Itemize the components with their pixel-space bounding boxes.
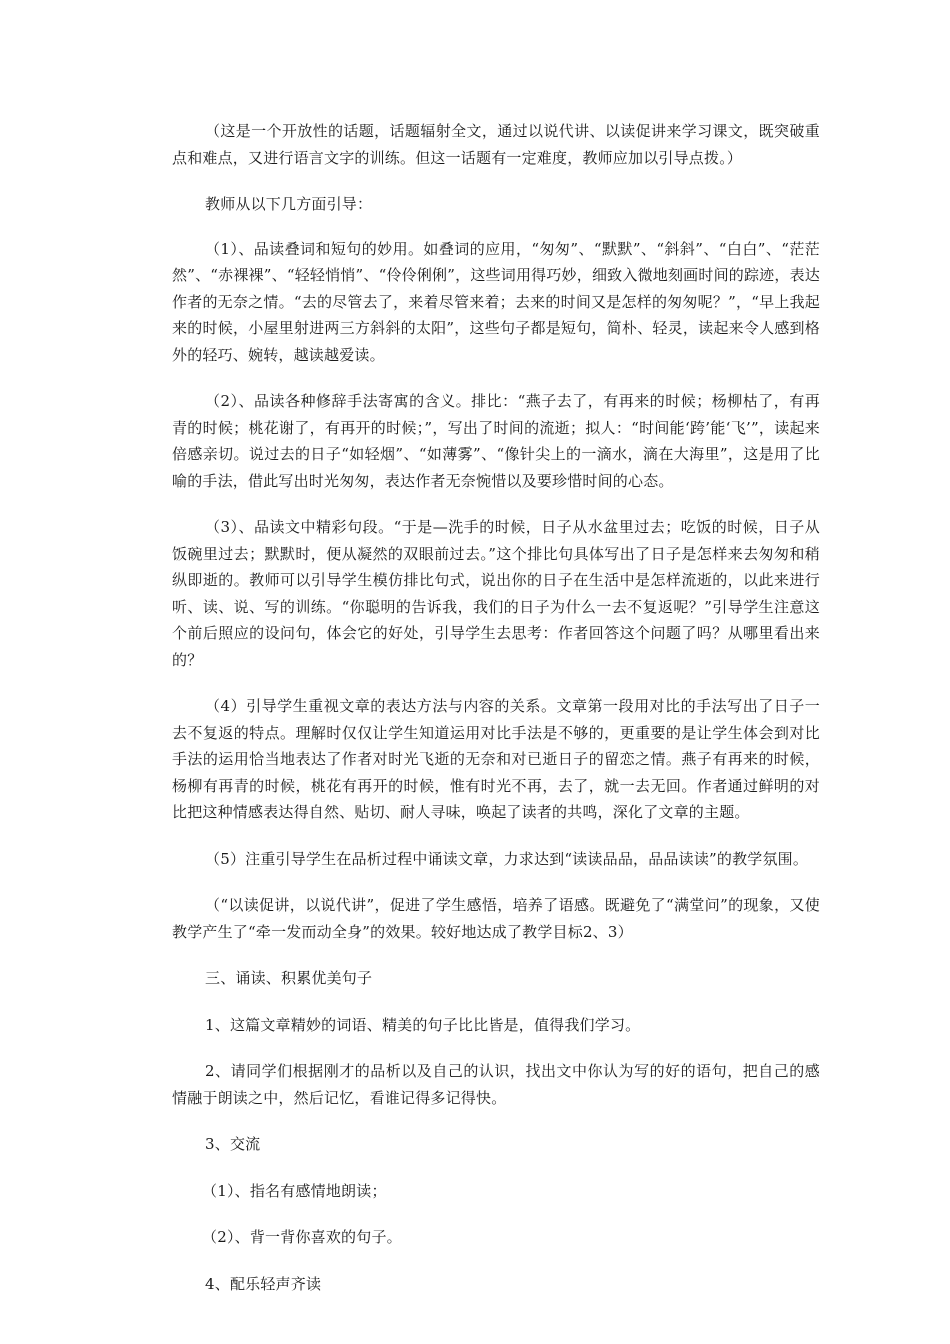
paragraph-point-3: （3）、品读文中精彩句段。“于是—洗手的时候，日子从水盆里过去；吃饭的时候，日子从饭碗里过去；默默时，便从凝然的双眼前过去。”这个排比句具体写出了日子是怎样来去匆匆和稍纵即逝的。教师可以引导学生模仿排比句式，说出你的日子在生活中是怎样流逝的，以此来进行听、读、说、写的训练。“你聪明的告诉我，我们的日子为什么一去不复返呢？”引导学生注意这个前后照应的设问句，体会它的好处，引导学生去思考：作者回答这个问题了吗？从哪里看出来的？ bbox=[172, 518, 820, 669]
paragraph-point-2: （2）、品读各种修辞手法寄寓的含义。排比：“燕子去了，有再来的时候；杨柳枯了，有再青的时候；桃花谢了，有再开的时候；”，写出了时间的流逝；拟人：“时间能‘跨’能‘飞’”，读起来倍感亲切。说过去的日子“如轻烟”、“如薄雾”、“像针尖上的一滴水，滴在大海里”，这是用了比喻的手法，借此写出时光匆匆，表达作者无奈惋惜以及要珍惜时间的心态。 bbox=[172, 392, 820, 490]
list-item-1: 1、这篇文章精妙的词语、精美的句子比比皆是，值得我们学习。 bbox=[205, 1015, 641, 1034]
section-heading-3: 三、诵读、积累优美句子 bbox=[205, 969, 373, 987]
list-item-3: 3、交流 bbox=[205, 1135, 261, 1153]
paragraph-guide-heading: 教师从以下几方面引导： bbox=[205, 195, 373, 213]
paragraph-point-4: （4）引导学生重视文章的表达方法与内容的关系。文章第一段用对比的手法写出了日子一去不复返的特点。理解时仅仅让学生知道运用对比手法是不够的，更重要的是让学生体会到对比手法的运用恰当地表达了作者对时光飞逝的无奈和对已逝日子的留恋之情。燕子有再来的时候，杨柳有再青的时候，桃花有再开的时候，惟有时光不再，去了，就一去无回。作者通过鲜明的对比把这种情感表达得自然、贴切、耐人寻味，唤起了读者的共鸣，深化了文章的主题。 bbox=[172, 697, 820, 821]
paragraph-point-5: （5）注重引导学生在品析过程中诵读文章，力求达到“读读品品，品品读读”的教学氛围。 bbox=[205, 849, 809, 868]
sub-item-2: （2）、背一背你喜欢的句子。 bbox=[202, 1228, 402, 1246]
paragraph-point-1: （1）、品读叠词和短句的妙用。如叠词的应用，“匆匆”、“默默”、“斜斜”、“白白”、“茫茫然”、“赤裸裸”、“轻轻悄悄”、“伶伶俐俐”，这些词用得巧妙，细致入微地刻画时间的踪迹，表达作者的无奈之情。“去的尽管去了，来着尽管来着；去来的时间又是怎样的匆匆呢？”，“早上我起来的时候，小屋里射进两三方斜斜的太阳”，这些句子都是短句，简朴、轻灵，读起来令人感到格外的轻巧、婉转，越读越爱读。 bbox=[172, 239, 820, 364]
list-item-4: 4、配乐轻声齐读 bbox=[205, 1274, 322, 1293]
paragraph-intro-note: （这是一个开放性的话题，话题辐射全文，通过以说代讲、以读促讲来学习课文，既突破重点和难点，又进行语言文字的训练。但这一话题有一定难度，教师应加以引导点拨。） bbox=[172, 122, 820, 167]
sub-item-1: （1）、指名有感情地朗读； bbox=[202, 1181, 387, 1200]
list-item-2: 2、请同学们根据刚才的品析以及自己的认识，找出文中你认为写的好的语句，把自己的感情融于朗读之中，然后记忆，看谁记得多记得快。 bbox=[172, 1062, 820, 1107]
document-page bbox=[172, 118, 820, 1317]
paragraph-summary-note: （“以读促讲，以说代讲”，促进了学生感悟，培养了语感。既避免了“满堂问”的现象，又使教学产生了“牵一发而动全身”的效果。较好地达成了教学目标2、3） bbox=[172, 896, 820, 941]
